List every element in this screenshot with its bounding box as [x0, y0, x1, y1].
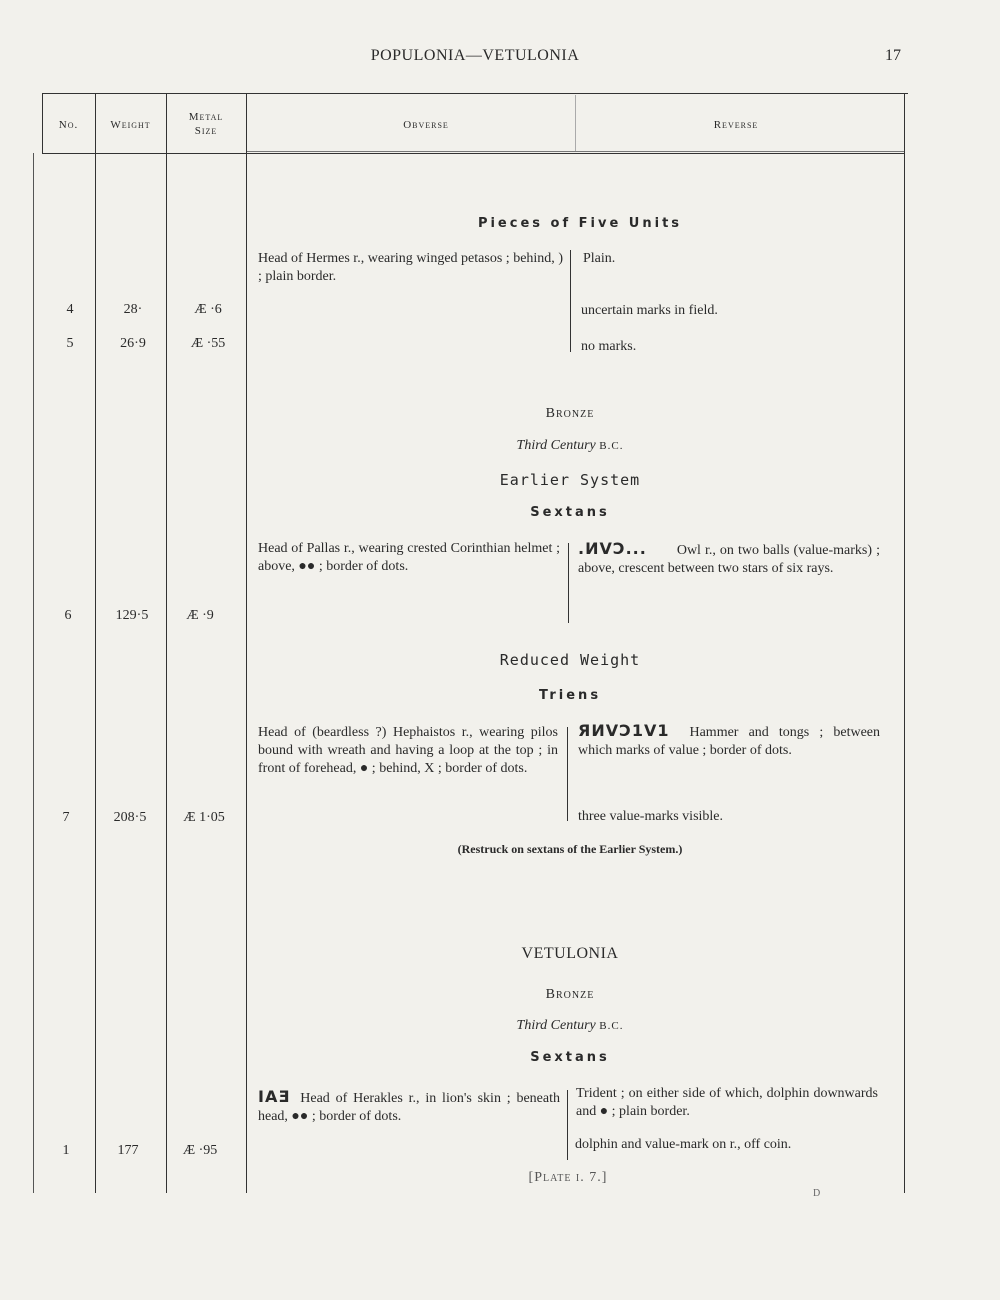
system-heading: Earlier System	[499, 471, 641, 489]
signature-mark: D	[813, 1188, 821, 1199]
reverse-legend: ЯИVↃ1V1	[578, 721, 670, 740]
plate-reference: [Plate i. 7.]	[528, 1170, 608, 1185]
header-rule-obverse-reverse	[575, 95, 576, 151]
column-header-metal-size: Metal Size	[188, 111, 224, 137]
reverse-description-trident: Trident ; on either side of which, dolphin downwards and ● ; plain border.	[576, 1086, 878, 1119]
metal-size-value: Æ ·9	[186, 608, 214, 623]
obverse-reverse-divider	[567, 727, 568, 821]
reverse-variant: dolphin and value-mark on r., off coin.	[575, 1137, 792, 1152]
century-suffix: B.C.	[599, 1020, 624, 1032]
century-suffix: B.C.	[599, 440, 624, 452]
obverse-reverse-divider	[570, 250, 571, 352]
metal-size-value: Æ 1·05	[183, 810, 225, 825]
century-label: Third Century	[516, 1018, 596, 1033]
page-number: 17	[885, 47, 901, 64]
reverse-variant: uncertain marks in field.	[581, 303, 718, 318]
weight-value: 28·	[123, 302, 143, 317]
column-rule-right	[904, 93, 905, 1193]
metal-heading-bronze: Bronze	[545, 987, 595, 1002]
column-rule-no	[95, 93, 96, 1193]
reverse-text: Owl r., on two balls (value-marks) ; above, crescent between two stars of six rays.	[578, 543, 880, 576]
column-rule-weight	[166, 93, 167, 1193]
section-heading-five-units: Pieces of Five Units	[477, 216, 683, 231]
catalogue-number: 5	[66, 336, 74, 351]
obverse-description-herakles	[258, 1088, 560, 1126]
catalogue-number: 4	[66, 302, 74, 317]
column-header-weight: Weight	[110, 119, 151, 131]
denomination-heading-sextans: Sextans	[530, 505, 610, 520]
city-heading-vetulonia: VETULONIA	[521, 945, 619, 962]
catalogue-number: 1	[62, 1143, 70, 1158]
reverse-text: Hammer and tongs ; between which marks of value ; border of dots.	[578, 725, 880, 758]
catalogue-number: 6	[64, 608, 72, 623]
obverse-reverse-divider	[567, 1090, 568, 1160]
reverse-description-plain: Plain.	[583, 251, 616, 266]
metal-heading-bronze: Bronze	[545, 406, 595, 421]
catalogue-number: 7	[62, 810, 70, 825]
weight-value: 177	[117, 1143, 139, 1158]
weight-value: 129·5	[115, 608, 149, 623]
metal-size-value: Æ ·55	[190, 336, 226, 351]
century-heading	[440, 438, 700, 454]
century-label: Third Century	[516, 438, 596, 453]
column-header-no: No.	[58, 119, 79, 131]
metal-size-value: Æ ·6	[194, 302, 222, 317]
obverse-description-hermes: Head of Hermes r., wearing winged petasos ; behind, ) ; plain border.	[258, 251, 563, 284]
table-header-rule-double	[246, 151, 904, 152]
reverse-description-owl	[578, 540, 880, 578]
obverse-description-pallas: Head of Pallas r., wearing crested Corinthian helmet ; above, ●● ; border of dots.	[258, 541, 560, 574]
reverse-variant: no marks.	[581, 339, 637, 354]
century-heading	[440, 1018, 700, 1034]
table-header-rule	[42, 153, 904, 154]
obverse-description-hephaistos: Head of (beardless ?) Hephaistos r., wearing pilos bound with wreath and having a loop at the top ; in front of forehead, ● ; behind, X ; border of dots.	[258, 725, 558, 776]
column-rule-metal	[246, 93, 247, 1193]
table-top-rule	[42, 93, 908, 94]
obverse-reverse-divider	[568, 543, 569, 623]
page-title: POPULONIA—VETULONIA	[370, 47, 580, 64]
obverse-text: Head of Herakles r., in lion's skin ; beneath head, ●● ; border of dots.	[258, 1091, 560, 1124]
obverse-legend: IAƎ	[258, 1087, 291, 1106]
restruck-note: (Restruck on sextans of the Earlier System.)	[457, 842, 683, 856]
reduced-weight-heading: Reduced Weight	[499, 651, 641, 669]
column-rule-left-body	[33, 153, 34, 1193]
weight-value: 208·5	[113, 810, 147, 825]
weight-value: 26·9	[120, 336, 146, 351]
reverse-variant: three value-marks visible.	[578, 809, 724, 824]
metal-size-value: Æ ·95	[182, 1143, 218, 1158]
denomination-heading-triens: Triens	[538, 688, 602, 703]
reverse-legend: .ИVↃ...	[578, 539, 647, 558]
column-header-obverse: Obverse	[403, 119, 449, 131]
denomination-heading-sextans: Sextans	[530, 1050, 610, 1065]
reverse-description-hammer	[578, 722, 880, 760]
column-header-reverse: Reverse	[713, 119, 759, 131]
